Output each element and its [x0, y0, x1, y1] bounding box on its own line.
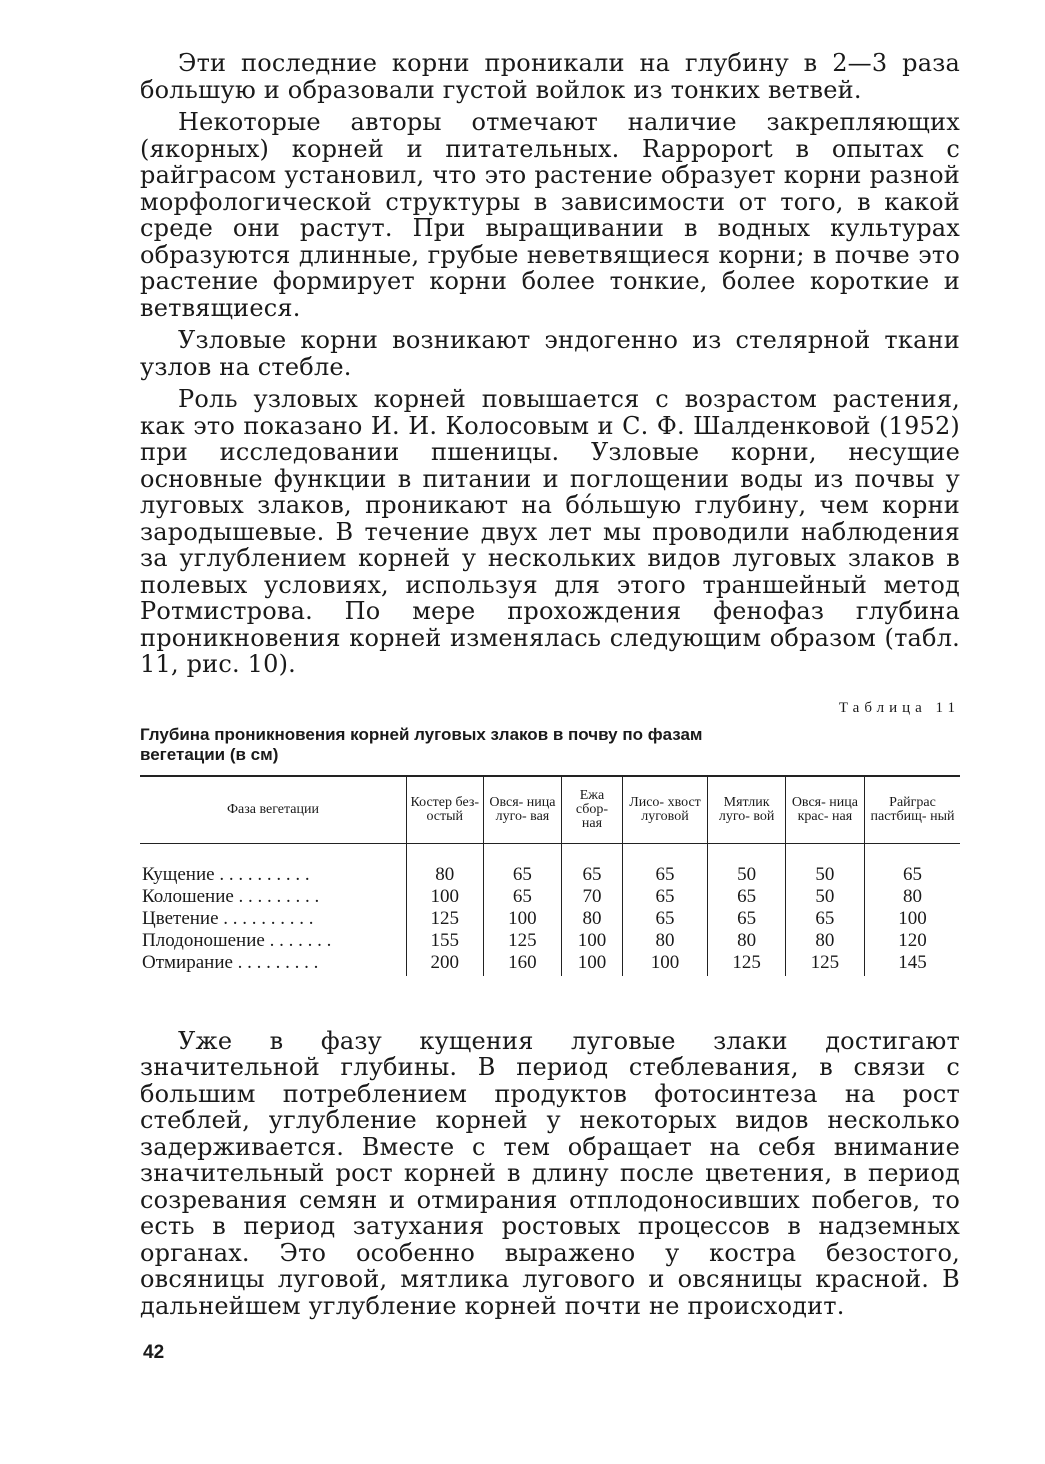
column-header: Мятлик луго- вой — [708, 776, 785, 844]
value-cell: 50 — [708, 843, 785, 886]
value-cell: 100 — [865, 908, 960, 930]
value-cell: 80 — [865, 886, 960, 908]
root-depth-table — [140, 775, 960, 976]
column-header: Овся- ница луго- вая — [483, 776, 562, 844]
paragraph-1: Эти последние корни проникали на глубину в 2—3 раза большую и образовали густой войлок из тонких ветвей. — [140, 49, 960, 104]
table-title: Глубина проникновения корней луговых злаков в почву по фазам вегетации (в см) — [140, 724, 703, 764]
table-row — [140, 930, 960, 952]
value-cell: 80 — [708, 930, 785, 952]
value-cell: 50 — [785, 886, 864, 908]
table-row — [140, 886, 960, 908]
page-number: 42 — [143, 1342, 165, 1363]
phase-cell: Цветение . . . . . . . . . . — [142, 907, 314, 929]
phase-cell: Отмирание . . . . . . . . . — [142, 951, 319, 973]
column-header: Ежа сбор- ная — [562, 776, 622, 844]
column-header: Костер без- остый — [407, 776, 484, 844]
value-cell: 200 — [407, 952, 484, 976]
value-cell: 50 — [785, 843, 864, 886]
value-cell: 80 — [407, 843, 484, 886]
value-cell: 65 — [708, 908, 785, 930]
column-header: Овся- ница крас- ная — [785, 776, 864, 844]
value-cell: 100 — [562, 952, 622, 976]
value-cell: 125 — [483, 930, 562, 952]
value-cell: 65 — [562, 843, 622, 886]
value-cell: 145 — [865, 952, 960, 976]
value-cell: 65 — [622, 843, 708, 886]
value-cell: 65 — [708, 886, 785, 908]
table-row — [140, 843, 960, 886]
phase-cell: Колошение . . . . . . . . . — [142, 885, 320, 907]
value-cell: 65 — [622, 886, 708, 908]
value-cell: 65 — [865, 843, 960, 886]
value-cell: 125 — [708, 952, 785, 976]
value-cell: 125 — [785, 952, 864, 976]
paragraph-3: Узловые корни возникают эндогенно из стелярной ткани узлов на стебле. — [140, 326, 960, 381]
value-cell: 160 — [483, 952, 562, 976]
table-header-row — [140, 776, 960, 844]
paragraph-4: Роль узловых корней повышается с возрастом растения, как это показано И. И. Колосовым и С. Ф. Шалденковой (1952) при исследовании пшеницы. Узловые корни, несущие основные функции в питании и поглощении воды из почвы у луговых злаков, проникают на бо́льшую глубину, чем корни зародышевые. В течение двух лет мы проводили наблюдения за углублением корней у нескольких видов луговых злаков в полевых условиях, используя для этого траншейный метод Ротмистрова. По мере прохождения фенофаз глубина проникновения корней изменялась следующим образом (табл. 11, рис. 10). — [140, 385, 960, 678]
value-cell: 100 — [483, 908, 562, 930]
value-cell: 70 — [562, 886, 622, 908]
value-cell: 155 — [407, 930, 484, 952]
value-cell: 100 — [407, 886, 484, 908]
paragraph-5: Уже в фазу кущения луговые злаки достигают значительной глубины. В период стеблевания, в связи с большим потреблением продуктов фотосинтеза на рост стеблей, углубление корней у некоторых видов несколько задерживается. Вместе с тем обращает на себя внимание значительный рост корней в длину после цветения, в период созревания семян и отмирания отплодоносивших побегов, то есть в период затухания ростовых процессов в надземных органах. Это особенно выражено у костра безостого, овсяницы луговой, мятлика лугового и овсяницы красной. В дальнейшем углубление корней почти не происходит. — [140, 1026, 960, 1320]
value-cell: 65 — [483, 843, 562, 886]
value-cell: 80 — [562, 908, 622, 930]
value-cell: 65 — [785, 908, 864, 930]
paragraph-2: Некоторые авторы отмечают наличие закрепляющих (якорных) корней и питательных. Rappoport в опытах с райграсом установил, что это растение образует корни разной морфологической структуры в зависимости от того, в какой среде они растут. При выращивании в водных культурах образуются длинные, грубые неветвящиеся корни; в почве это растение формирует корни более тонкие, более короткие и ветвящиеся. — [140, 108, 960, 322]
phase-column-header: Фаза вегетации — [140, 776, 407, 844]
table-label: Таблица 11 — [838, 699, 960, 716]
phase-cell: Плодоношение . . . . . . . — [142, 929, 332, 951]
value-cell: 65 — [483, 886, 562, 908]
value-cell: 120 — [865, 930, 960, 952]
phase-cell: Кущение . . . . . . . . . . — [142, 863, 310, 885]
value-cell: 100 — [622, 952, 708, 976]
page-body — [140, 50, 960, 1325]
column-header: Лисо- хвост луговой — [622, 776, 708, 844]
table-row — [140, 908, 960, 930]
value-cell: 80 — [785, 930, 864, 952]
table-row — [140, 952, 960, 976]
value-cell: 125 — [407, 908, 484, 930]
value-cell: 80 — [622, 930, 708, 952]
column-header: Райграс пастбищ- ный — [865, 776, 960, 844]
value-cell: 65 — [622, 908, 708, 930]
value-cell: 100 — [562, 930, 622, 952]
